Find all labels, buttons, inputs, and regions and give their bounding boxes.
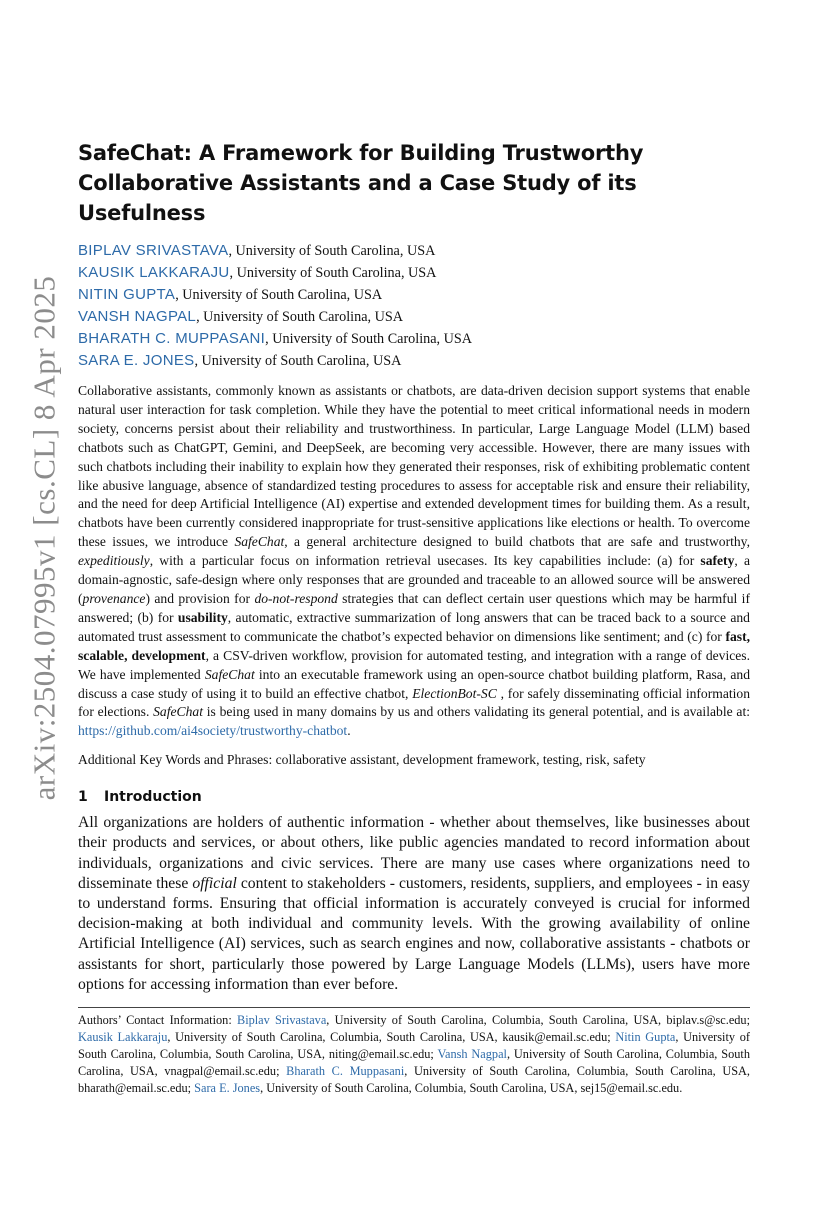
intro-text: content to stakeholders - customers, residents, suppliers, and employees - in easy to understand forms. Ensuring that official information is accurately conveyed is crucial for informed decision-making at both individual and community levels. With the growing availability of online Artificial Intelligence (AI) services, such as search engines and now, collaborative assistants - chatbots or assistants for short, particularly those powered by Large Language Models (LLMs), users have more options for accessing information than ever before. <box>78 874 750 993</box>
abstract <box>78 382 750 741</box>
paper-title-line-1: SafeChat: A Framework for Building Trustworthy <box>78 141 644 165</box>
abstract-emphasis: expeditiously <box>78 553 150 569</box>
paper-first-page <box>78 138 750 1097</box>
keywords: Additional Key Words and Phrases: collaborative assistant, development framework, testing, risk, safety <box>78 752 646 768</box>
abstract-text: into an executable framework using an open-source chatbot building platform, Rasa, and discuss a case study of using it to build an effective chatbot, <box>78 666 750 701</box>
author-name-link[interactable]: NITIN GUPTA <box>78 286 176 303</box>
abstract-bold: usability <box>177 609 228 625</box>
section-heading-introduction <box>78 787 750 807</box>
abstract-text: ) and provision for <box>145 590 255 606</box>
author-entry <box>78 306 750 328</box>
author-entry <box>78 350 750 372</box>
abstract-text: , a general architecture designed to build chatbots that are safe and trustworthy, <box>284 534 750 550</box>
abstract-text: is being used in many domains by us and others validating its general potential, and is available at: <box>202 704 750 720</box>
author-contact-link[interactable]: Nitin Gupta <box>615 1029 676 1044</box>
author-contact-link[interactable]: Bharath C. Muppasani <box>286 1063 405 1078</box>
author-contact-footnote <box>78 1012 750 1097</box>
author-entry <box>78 262 750 284</box>
author-contact-link[interactable]: Vansh Nagpal <box>437 1046 507 1061</box>
author-affiliation: , University of South Carolina, USA <box>175 287 383 303</box>
author-name-link[interactable]: BIPLAV SRIVASTAVA <box>78 242 229 259</box>
footnote-text: , University of South Carolina, Columbia, South Carolina, USA, bharath@email.sc.edu; <box>78 1063 750 1095</box>
author-name-link[interactable]: KAUSIK LAKKARAJU <box>78 264 230 281</box>
author-affiliation: , University of South Carolina, USA <box>228 243 436 259</box>
author-name-link[interactable]: VANSH NAGPAL <box>78 308 197 325</box>
author-entry <box>78 284 750 306</box>
footnote-text: Authors’ Contact Information: <box>78 1012 237 1027</box>
author-list <box>78 240 750 372</box>
author-name-link[interactable]: SARA E. JONES <box>78 352 195 369</box>
author-contact-link[interactable]: Sara E. Jones <box>194 1080 261 1095</box>
paper-title-line-2: Collaborative Assistants and a Case Study of its Usefulness <box>78 171 637 225</box>
author-affiliation: , University of South Carolina, USA <box>265 331 473 347</box>
author-name-link[interactable]: BHARATH C. MUPPASANI <box>78 330 266 347</box>
abstract-text: , for safely disseminating official information for elections. <box>78 685 751 720</box>
abstract-text: , automatic, extractive summarization of long answers that can be traced back to a source and automated trust assessment to communicate the chatbot’s expected behavior on dimensions like sentiment; and (c) for <box>78 609 750 644</box>
abstract-emphasis: ElectionBot-SC <box>412 685 497 701</box>
abstract-emphasis: SafeChat <box>153 704 203 720</box>
abstract-emphasis: SafeChat <box>234 534 285 550</box>
abstract-text: Collaborative assistants, commonly known as assistants or chatbots, are data-driven decision support systems that enable natural user interaction for task completion. While they have the potential to meet critical informational needs in modern society, concerns persist about their reliability and trustworthiness. In particular, Large Language Model (LLM) based chatbots such as ChatGPT, Gemini, and DeepSeek, are becoming very accessible. However, there are many issues with such chatbots including their inability to explain how they generated their responses, risk of exhibiting problematic content like abusive language, absence of standardized testing procedures to assess for acceptable risk and ensure their reliability, and the need for deep Artificial Intelligence (AI) expertise and extended development times for building them. As a result, chatbots have been currently considered inappropriate for trust-sensitive applications like elections or health. To overcome these issues, we introduce <box>78 383 750 550</box>
arxiv-identifier-text: arXiv:2504.07995v1 [cs.CL] 8 Apr 2025 <box>26 275 61 801</box>
author-contact-link[interactable]: Kausik Lakkaraju <box>78 1029 168 1044</box>
author-affiliation: , University of South Carolina, USA <box>194 353 402 369</box>
abstract-emphasis: do-not-respond <box>254 590 338 606</box>
abstract-emphasis: provenance <box>82 590 146 606</box>
abstract-text: , a CSV-driven workflow, provision for automated testing, and integration with a range of devices. We have implemented <box>78 647 750 682</box>
section-title: Introduction <box>104 789 202 806</box>
introduction-paragraph <box>78 813 750 995</box>
abstract-text: . <box>347 723 351 739</box>
abstract-emphasis: SafeChat <box>204 666 255 682</box>
abstract-bold: safety <box>700 553 735 569</box>
author-contact-link[interactable]: Biplav Srivastava <box>237 1012 327 1027</box>
paper-title <box>78 138 750 228</box>
section-number: 1 <box>78 789 88 806</box>
footnote-text: , University of South Carolina, Columbia, South Carolina, USA, vnagpal@email.sc.edu; <box>78 1046 750 1078</box>
abstract-text: strategies that can deflect certain user questions which may be harmful if answered; (b) for <box>78 590 750 625</box>
footnote-text: , University of South Carolina, Columbia, South Carolina, USA, niting@email.sc.edu; <box>78 1029 750 1061</box>
author-entry <box>78 240 750 262</box>
abstract-bold: fast, scalable, development <box>78 628 750 663</box>
abstract-text: , with a particular focus on information retrieval usecases. Its key capabilities include: (a) for <box>149 553 701 569</box>
abstract-text: , a domain-agnostic, safe-design where only responses that are grounded and traceable to an allowed source will be answered ( <box>78 553 750 606</box>
intro-text: All organizations are holders of authentic information - whether about themselves, like businesses about their products and services, or about others, like public agencies mandated to record information about individuals, organizations and civic services. There are many use cases where organizations need to disseminate these <box>78 814 750 892</box>
arxiv-identifier-stamp <box>24 248 64 828</box>
author-affiliation: , University of South Carolina, USA <box>229 265 437 281</box>
footnote-text: , University of South Carolina, Columbia, South Carolina, USA, kausik@email.sc.edu; <box>167 1029 616 1044</box>
author-affiliation: , University of South Carolina, USA <box>196 309 403 325</box>
footnote-divider <box>78 1007 750 1008</box>
author-entry <box>78 328 750 350</box>
footnote-text: , University of South Carolina, Columbia, South Carolina, USA, sej15@email.sc.edu. <box>260 1080 683 1095</box>
intro-emphasis: official <box>192 874 237 892</box>
github-repo-link[interactable]: https://github.com/ai4society/trustworthy-chatbot <box>78 723 348 739</box>
footnote-text: , University of South Carolina, Columbia, South Carolina, USA, biplav.s@sc.edu; <box>326 1012 750 1027</box>
